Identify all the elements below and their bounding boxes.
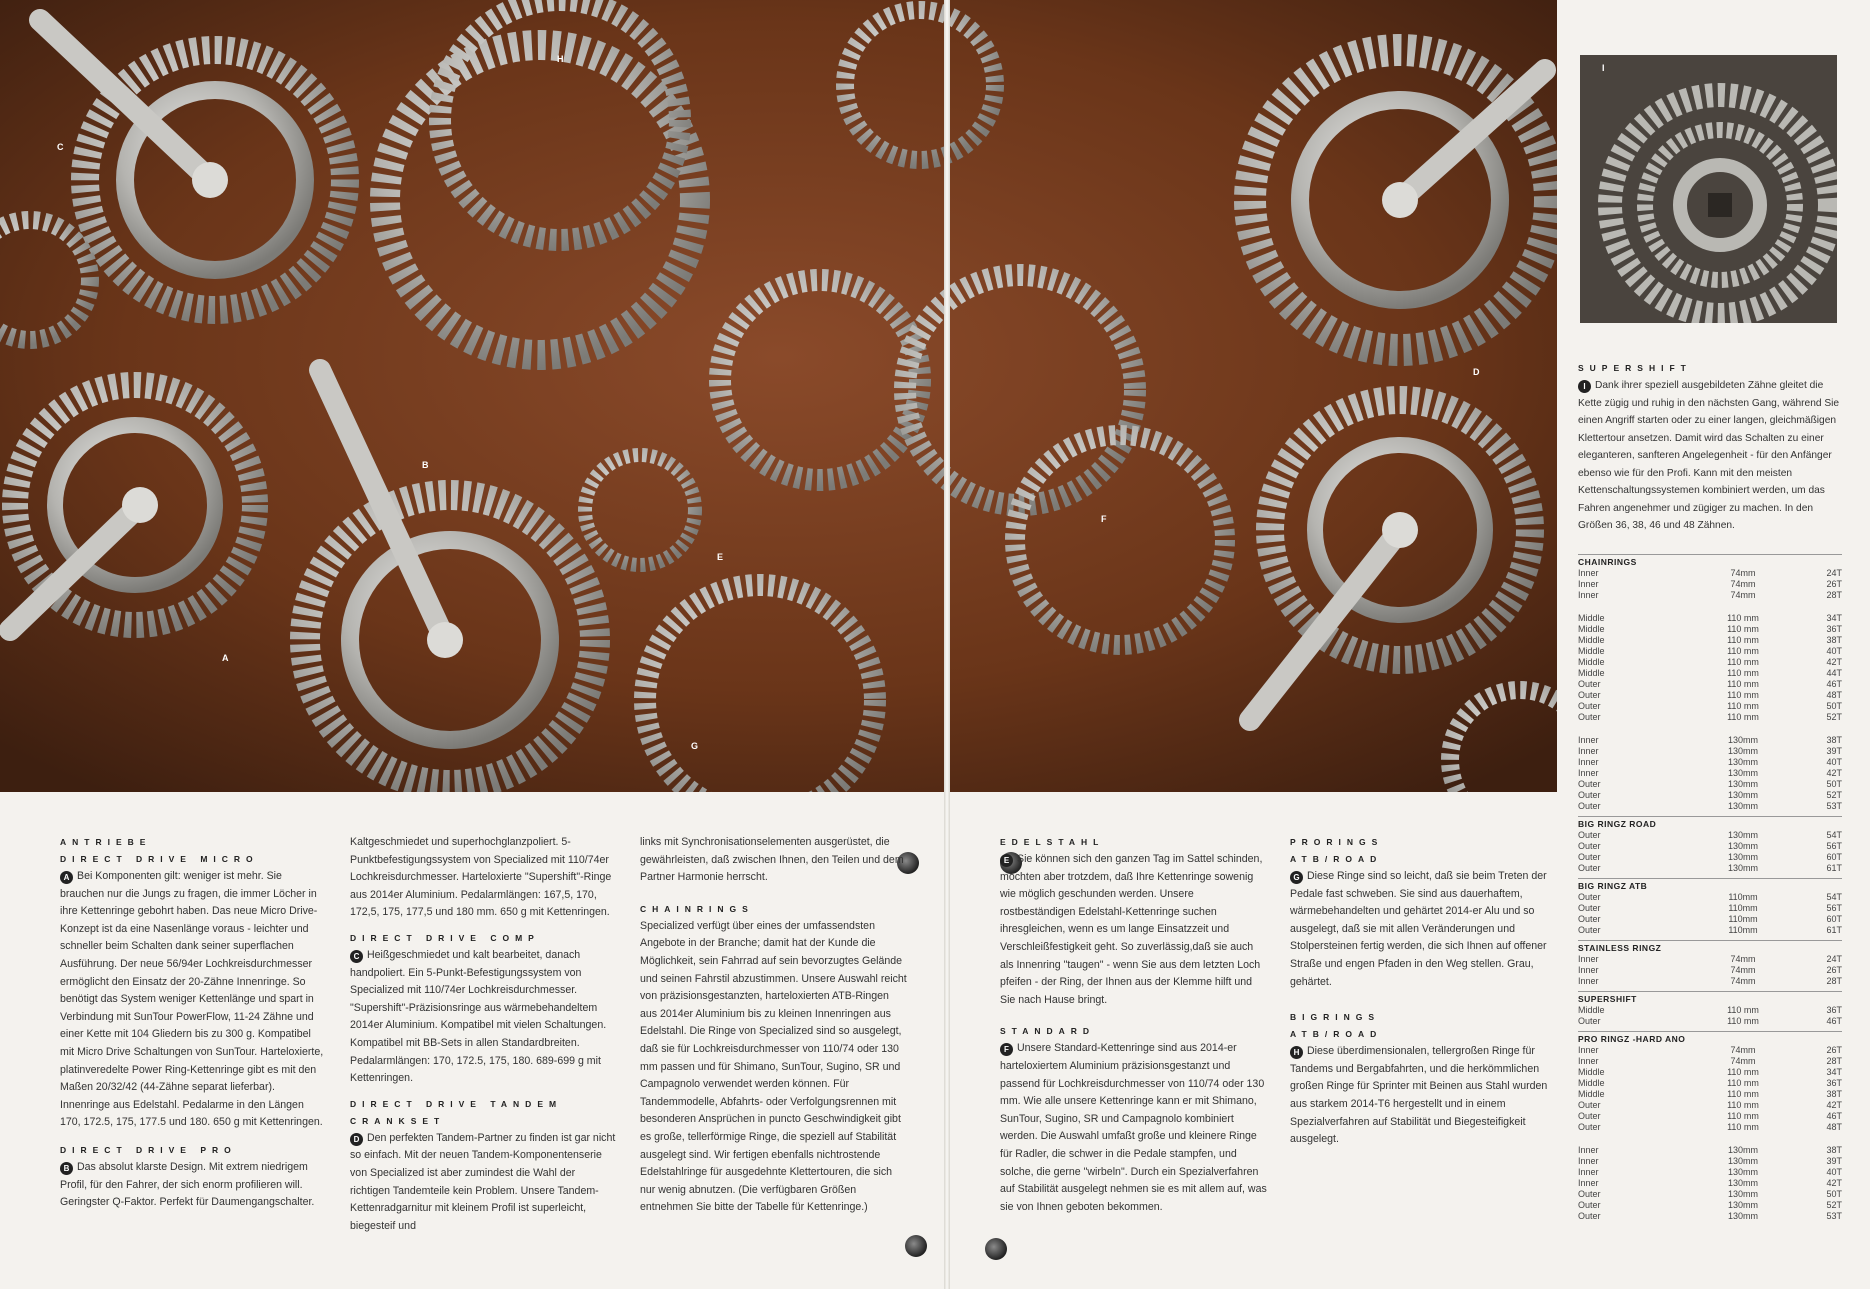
text-column-3 <box>640 834 908 1217</box>
table-row <box>1578 735 1842 746</box>
bcd-cell: 110 mm <box>1727 1067 1759 1077</box>
position-cell: Inner <box>1578 976 1599 986</box>
table-row <box>1578 668 1842 679</box>
teeth-cell: 50T <box>1826 701 1842 711</box>
position-cell: Inner <box>1578 1145 1599 1155</box>
paragraph-standard: F Unsere Standard-Kettenringe sind aus 2014-er harteloxiertem Aluminium präzisionsgestanzt und passend für Lochkreisdurchmesser von 110/74 oder 130 mm. Wie alle unsere Kettenringe kann er mit Shimano, SunTour, Sugino, SR und Campagnolo kombiniert werden. Die Auswahl umfaßt große und kleinere Ringe für Radler, die schwer in die Pedale stampfen, und solche, die gerne "wirbeln". Durch ein Spezialverfahren auf Stabilität ausgelegt nehmen sie es mit allem auf, was sie von Ihnen geboten bekommen. <box>1000 1042 1267 1213</box>
teeth-cell: 36T <box>1826 1005 1842 1015</box>
teeth-cell: 52T <box>1826 712 1842 722</box>
paragraph-prorings: G Diese Ringe sind so leicht, daß sie beim Treten der Pedale fast schweben. Sie sind aus dauerhaftem, wärmebehandelten und gehärtet 2014-er Alu und so ausgelegt, daß sie mit allen Veränderungen und Stolpersteinen fertig werden, die sich Ihnen auf offener Straße und engen Pfaden in den Weg stellen. Grau, gehärtet. <box>1290 870 1547 988</box>
section-heading-crankset: CRANKSET <box>350 1115 446 1126</box>
teeth-cell: 46T <box>1826 1111 1842 1121</box>
position-cell: Outer <box>1578 712 1601 722</box>
teeth-cell: 61T <box>1826 925 1842 935</box>
position-cell: Outer <box>1578 830 1601 840</box>
photo-label-i: I <box>1602 63 1605 73</box>
bcd-cell: 130mm <box>1727 801 1758 811</box>
teeth-cell: 53T <box>1826 1211 1842 1221</box>
teeth-cell: 34T <box>1826 613 1842 623</box>
position-cell: Inner <box>1578 735 1599 745</box>
table-row <box>1578 624 1842 635</box>
table-row <box>1578 892 1842 903</box>
bcd-cell: 130mm <box>1727 757 1758 767</box>
paragraph-tandem-continued: links mit Synchronisationselementen ausgerüstet, die gewährleisten, daß zwischen Ihnen, den Teilen und dem Partner Harmonie herrscht. <box>640 836 904 884</box>
table-row <box>1578 746 1842 757</box>
table-row <box>1578 635 1842 646</box>
bcd-cell: 110 mm <box>1727 1111 1759 1121</box>
section-heading-bigrings: BIGRINGS <box>1290 1012 1381 1023</box>
position-cell: Outer <box>1578 1122 1601 1132</box>
badge-i: I <box>1578 380 1591 393</box>
teeth-cell: 40T <box>1826 1167 1842 1177</box>
position-cell: Outer <box>1578 1100 1601 1110</box>
position-cell: Outer <box>1578 1211 1601 1221</box>
table-row <box>1578 779 1842 790</box>
chainring-spec-table <box>1578 550 1842 1222</box>
section-heading-direct-drive-tandem: DIRECT DRIVE TANDEM <box>350 1098 563 1109</box>
position-cell: Inner <box>1578 746 1599 756</box>
table-row <box>1578 1211 1842 1222</box>
bcd-cell: 74mm <box>1730 1045 1756 1055</box>
bcd-cell: 74mm <box>1730 579 1756 589</box>
paragraph-supershift: I Dank ihrer speziell ausgebildeten Zähne gleitet die Kette zügig und ruhig in den nächsten Gang, während Sie einen Angriff starten oder zu einer langen, gleichmäßigen Klettertour ansetzen. Damit wird das Schalten zu einer eleganteren, sanfteren Angelegenheit - für den Anfänger ebenso wie für den Profi. Kann mit den meisten Kettenschaltungssystemen kombiniert werden, um das Fahren angenehmer und zügiger zu machen. In den Größen 36, 38, 46 und 48 Zähnen. <box>1578 380 1840 531</box>
section-heading-chainrings: CHAINRINGS <box>640 903 754 914</box>
teeth-cell: 38T <box>1826 635 1842 645</box>
table-section-title: STAINLESS RINGZ <box>1578 940 1842 954</box>
teeth-cell: 56T <box>1826 903 1842 913</box>
teeth-cell: 36T <box>1826 624 1842 634</box>
bcd-cell: 110 mm <box>1727 635 1759 645</box>
teeth-cell: 38T <box>1826 735 1842 745</box>
page-gutter <box>944 0 950 1289</box>
table-section-title: CHAINRINGS <box>1578 554 1842 568</box>
photo-label-h: H <box>557 54 564 64</box>
bcd-cell: 130mm <box>1727 735 1758 745</box>
teeth-cell: 60T <box>1826 852 1842 862</box>
table-row <box>1578 1189 1842 1200</box>
paragraph-direct-drive-pro: B Das absolut klarste Design. Mit extrem niedrigem Profil, für den Fahrer, der sich enorm profilieren will. Geringster Q-Faktor. Perfekt für Daumengangschalter. <box>60 1160 315 1209</box>
teeth-cell: 39T <box>1826 746 1842 756</box>
teeth-cell: 38T <box>1826 1145 1842 1155</box>
teeth-cell: 24T <box>1826 954 1842 964</box>
badge-f: F <box>1000 1043 1013 1056</box>
table-row <box>1578 579 1842 590</box>
supershift-photo <box>1580 55 1837 323</box>
bcd-cell: 110 mm <box>1727 646 1759 656</box>
bcd-cell: 130mm <box>1727 1200 1758 1210</box>
text-column-2 <box>350 834 618 1235</box>
position-cell: Outer <box>1578 790 1601 800</box>
teeth-cell: 24T <box>1826 568 1842 578</box>
section-heading-direct-drive-micro: DIRECT DRIVE MICRO <box>60 854 259 864</box>
supershift-illustration <box>1580 55 1837 323</box>
table-row <box>1578 1100 1842 1111</box>
table-row <box>1578 1089 1842 1100</box>
table-row <box>1578 679 1842 690</box>
position-cell: Middle <box>1578 613 1605 623</box>
position-cell: Middle <box>1578 1067 1605 1077</box>
bcd-cell: 130mm <box>1727 1189 1758 1199</box>
bcd-cell: 110 mm <box>1727 657 1759 667</box>
table-row <box>1578 801 1842 812</box>
teeth-cell: 39T <box>1826 1156 1842 1166</box>
teeth-cell: 26T <box>1826 965 1842 975</box>
section-heading-edelstahl: EDELSTAHL <box>1000 837 1105 847</box>
table-row <box>1578 590 1842 601</box>
position-cell: Inner <box>1578 590 1599 600</box>
table-row <box>1578 976 1842 987</box>
badge-a: A <box>60 871 73 884</box>
section-heading-direct-drive-pro: DIRECT DRIVE PRO <box>60 1144 237 1155</box>
photo-label-c: C <box>57 142 64 152</box>
table-row <box>1578 903 1842 914</box>
badge-c: C <box>350 950 363 963</box>
position-cell: Outer <box>1578 925 1601 935</box>
bcd-cell: 110mm <box>1728 914 1758 924</box>
bcd-cell: 130mm <box>1727 1156 1758 1166</box>
teeth-cell: 53T <box>1826 801 1842 811</box>
position-cell: Outer <box>1578 892 1601 902</box>
table-row <box>1578 954 1842 965</box>
badge-h: H <box>1290 1046 1303 1059</box>
table-row <box>1578 701 1842 712</box>
bcd-cell: 130mm <box>1727 863 1758 873</box>
position-cell: Outer <box>1578 1111 1601 1121</box>
position-cell: Inner <box>1578 757 1599 767</box>
section-heading-prorings-sub: ATB/ROAD <box>1290 854 1383 864</box>
bcd-cell: 110 mm <box>1727 1122 1759 1132</box>
teeth-cell: 48T <box>1826 1122 1842 1132</box>
bcd-cell: 130mm <box>1727 790 1758 800</box>
bcd-cell: 130mm <box>1727 768 1758 778</box>
photo-label-e: E <box>717 552 724 562</box>
table-row <box>1578 1056 1842 1067</box>
bcd-cell: 130mm <box>1727 830 1758 840</box>
table-row <box>1578 1200 1842 1211</box>
position-cell: Middle <box>1578 657 1605 667</box>
binder-hole <box>905 1235 927 1257</box>
teeth-cell: 42T <box>1826 768 1842 778</box>
bcd-cell: 110 mm <box>1727 1100 1759 1110</box>
teeth-cell: 42T <box>1826 1178 1842 1188</box>
paragraph-direct-drive-comp: C Heißgeschmiedet und kalt bearbeitet, danach handpoliert. Ein 5-Punkt-Befestigungssystem von Specialized mit 110/74er Lochkreisdurchmesser. "Supershift"-Präzisionsringe aus wärmebehandeltem 2014er Aluminium. Kompatibel mit vielen Schaltungen. Kompatibel mit BB-Sets in allen Standardbreiten. Pedalarmlängen: 170, 172.5, 175, 180. 689-699 g mit Kettenringen. <box>350 948 607 1085</box>
text-column-5 <box>1290 834 1560 1149</box>
text-column-4 <box>1000 834 1268 1216</box>
bcd-cell: 110 mm <box>1727 1078 1759 1088</box>
table-row <box>1578 1045 1842 1056</box>
teeth-cell: 36T <box>1826 1078 1842 1088</box>
position-cell: Middle <box>1578 1005 1605 1015</box>
teeth-cell: 54T <box>1826 830 1842 840</box>
teeth-cell: 52T <box>1826 790 1842 800</box>
teeth-cell: 48T <box>1826 690 1842 700</box>
position-cell: Inner <box>1578 1156 1599 1166</box>
table-row <box>1578 1016 1842 1027</box>
table-row <box>1578 1178 1842 1189</box>
teeth-cell: 26T <box>1826 579 1842 589</box>
teeth-cell: 46T <box>1826 679 1842 689</box>
table-row <box>1578 1156 1842 1167</box>
photo-label-g: G <box>691 741 699 751</box>
position-cell: Outer <box>1578 841 1601 851</box>
teeth-cell: 50T <box>1826 1189 1842 1199</box>
photo-label-b: B <box>422 460 429 470</box>
table-row <box>1578 863 1842 874</box>
bcd-cell: 110 mm <box>1727 613 1759 623</box>
section-heading-supershift: SUPERSHIFT <box>1578 363 1692 373</box>
position-cell: Middle <box>1578 1078 1605 1088</box>
position-cell: Outer <box>1578 701 1601 711</box>
teeth-cell: 38T <box>1826 1089 1842 1099</box>
position-cell: Inner <box>1578 579 1599 589</box>
table-row <box>1578 790 1842 801</box>
teeth-cell: 28T <box>1826 1056 1842 1066</box>
paragraph-chainrings: Specialized verfügt über eines der umfassendsten Angebote in der Branche; damit hat der Kunde die Möglichkeit, sein Fahrrad auf sein bevorzugtes Gelände und seinen Fahrstil abzustimmen. Unsere Auswahl reicht von präzisionsgestanzten, harteloxierten ATB-Ringen aus 2014er Aluminium bis zu kleinen Innenringen aus Edelstahl. Die Ringe von Specialized sind so ausgelegt, daß sie für Lochkreisdurchmesser von 110/74 oder 130 mm passen und für Shimano, SunTour, Sugino, SR und Campagnolo verwendet werden können. Für Tandemmodelle, Abfahrts- oder Verfolgungsrennen mit besonderen Ansprüchen in puncto Geschwindigkeit gibt es große, tellerförmige Ringe, die speziell auf Stabilität ausgelegt sind. Wir fertigen ebenfalls nichtrostende Edelstahlringe für ausgedehnte Klettertouren, die sich nur wenig abnutzen. (Die verfügbaren Größen entnehmen Sie bitte der Tabelle für Kettenringe.) <box>640 919 907 1214</box>
badge-g: G <box>1290 871 1303 884</box>
table-section-title: BIG RINGZ ATB <box>1578 878 1842 892</box>
teeth-cell: 40T <box>1826 757 1842 767</box>
table-section-title: SUPERSHIFT <box>1578 991 1842 1005</box>
bcd-cell: 110 mm <box>1727 1016 1759 1026</box>
position-cell: Inner <box>1578 954 1599 964</box>
section-heading-prorings: PRORINGS <box>1290 837 1384 847</box>
position-cell: Inner <box>1578 1167 1599 1177</box>
section-heading-standard: STANDARD <box>1000 1026 1096 1037</box>
paragraph-tandem: D Den perfekten Tandem-Partner zu finden ist gar nicht so einfach. Mit der neuen Tandem-Komponentenserie von Specialized ist aber zumindest die Wahl der richtigen Tandemteile kein Problem. Unsere Tandem-Kettenradgarnitur mit kleinem Profil ist superleicht, biegesteif und <box>350 1131 616 1232</box>
position-cell: Inner <box>1578 1178 1599 1188</box>
bcd-cell: 130mm <box>1727 841 1758 851</box>
teeth-cell: 56T <box>1826 841 1842 851</box>
teeth-cell: 40T <box>1826 646 1842 656</box>
teeth-cell: 26T <box>1826 1045 1842 1055</box>
bcd-cell: 130mm <box>1727 1145 1758 1155</box>
badge-e: E <box>1000 854 1013 867</box>
position-cell: Outer <box>1578 679 1601 689</box>
bcd-cell: 130mm <box>1727 779 1758 789</box>
position-cell: Outer <box>1578 801 1601 811</box>
teeth-cell: 34T <box>1826 1067 1842 1077</box>
position-cell: Middle <box>1578 624 1605 634</box>
bcd-cell: 110 mm <box>1727 624 1759 634</box>
table-row <box>1578 1122 1842 1133</box>
bcd-cell: 130mm <box>1727 852 1758 862</box>
position-cell: Middle <box>1578 1089 1605 1099</box>
paragraph-direct-drive-micro: A Bei Komponenten gilt: weniger ist mehr. Sie brauchen nur die Jungs zu fragen, die immer Löcher in ihre Kettenringe gebohrt haben. Das neue Micro Drive-Konzept ist da eine Nasenlänge voraus - leichter und schneller beim Schalten dank seiner superflachen Ausführung. Der neue 56/94er Lochkreisdurchmesser ermöglicht den Einsatz der 20-Zähne Innenringe. So benötigt das System weniger Kettenlänge und spart in Verbindung mit SunTour PowerFlow, 11-24 Zähne und einer Kette mit 104 Gliedern bis zu 300 g. Kompatibel mit Micro Drive Schaltungen von SunTour. Harteloxierte, platinveredelte Power Ring-Kettenringe gibt es mit den Maßen 20/32/42 (44-Zähne separat lieferbar). Innenringe aus Edelstahl. Pedalarme in den Längen 170, 172.5, 175, 177.5 und 180. 650 g mit Kettenringen. <box>60 870 324 1129</box>
table-row <box>1578 852 1842 863</box>
position-cell: Outer <box>1578 903 1601 913</box>
bcd-cell: 130mm <box>1727 1178 1758 1188</box>
section-heading-bigrings-sub: ATB/ROAD <box>1290 1029 1383 1040</box>
teeth-cell: 54T <box>1826 892 1842 902</box>
table-row <box>1578 925 1842 936</box>
bcd-cell: 74mm <box>1730 568 1756 578</box>
section-heading-direct-drive-comp: DIRECT DRIVE COMP <box>350 932 540 943</box>
table-row <box>1578 613 1842 624</box>
text-column-6 <box>1578 360 1842 535</box>
teeth-cell: 61T <box>1826 863 1842 873</box>
bcd-cell: 110 mm <box>1727 701 1759 711</box>
table-row <box>1578 965 1842 976</box>
bcd-cell: 74mm <box>1730 976 1756 986</box>
table-row <box>1578 757 1842 768</box>
photo-label-a: A <box>222 653 229 663</box>
position-cell: Inner <box>1578 965 1599 975</box>
teeth-cell: 28T <box>1826 590 1842 600</box>
table-row <box>1578 914 1842 925</box>
teeth-cell: 28T <box>1826 976 1842 986</box>
position-cell: Outer <box>1578 1016 1601 1026</box>
table-section-title: PRO RINGZ -HARD ANO <box>1578 1031 1842 1045</box>
table-row <box>1578 712 1842 723</box>
section-heading-antriebe: ANTRIEBE <box>60 837 152 847</box>
bcd-cell: 110mm <box>1728 925 1758 935</box>
table-row <box>1578 1078 1842 1089</box>
bcd-cell: 74mm <box>1730 590 1756 600</box>
bcd-cell: 110mm <box>1728 892 1758 902</box>
text-column-1 <box>60 834 325 1212</box>
table-row <box>1578 768 1842 779</box>
paragraph-bigrings: H Diese überdimensionalen, tellergroßen Ringe für Tandems und Bergabfahrten, und die herkömmlichen großen Ringe für Sprinter mit Beinen aus Stahl wurden aus starkem 2014-T6 hergestellt und in einem Spezialverfahren auf Stabilität und Biegesteifigkeit ausgelegt. <box>1290 1045 1548 1146</box>
bcd-cell: 110 mm <box>1727 690 1759 700</box>
bcd-cell: 110 mm <box>1727 668 1759 678</box>
binder-hole <box>985 1238 1007 1260</box>
teeth-cell: 50T <box>1826 779 1842 789</box>
bcd-cell: 74mm <box>1730 1056 1756 1066</box>
badge-d: D <box>350 1133 363 1146</box>
table-row <box>1578 1111 1842 1122</box>
position-cell: Inner <box>1578 768 1599 778</box>
table-row <box>1578 568 1842 579</box>
position-cell: Inner <box>1578 1045 1599 1055</box>
position-cell: Inner <box>1578 1056 1599 1066</box>
position-cell: Middle <box>1578 635 1605 645</box>
bcd-cell: 110mm <box>1728 903 1758 913</box>
bcd-cell: 130mm <box>1727 1167 1758 1177</box>
teeth-cell: 60T <box>1826 914 1842 924</box>
position-cell: Outer <box>1578 914 1601 924</box>
table-row <box>1578 690 1842 701</box>
badge-b: B <box>60 1162 73 1175</box>
position-cell: Outer <box>1578 690 1601 700</box>
table-row <box>1578 1145 1842 1156</box>
photo-label-f: F <box>1101 514 1107 524</box>
teeth-cell: 42T <box>1826 1100 1842 1110</box>
bcd-cell: 74mm <box>1730 954 1756 964</box>
table-row <box>1578 1167 1842 1178</box>
paragraph-edelstahl: E Sie können sich den ganzen Tag im Sattel schinden, möchten aber trotzdem, daß Ihre Kettenringe sowenig wie möglich geschunden werden. Unsere rostbeständigen Edelstahl-Kettenringe suchen ihresgleichen, wenn es um lange Einsatzzeit und Verschleißfestigkeit geht. So zuverlässig,daß sie auch als Innenring "taugen" - wenn Sie aus dem letzten Loch pfeifen - der Ring, der Ihnen aus der Klemme hilft und Sie nach Hause bringt. <box>1000 853 1263 1006</box>
paragraph-pro-continued: Kaltgeschmiedet und superhochglanzpoliert. 5-Punktbefestigungssystem von Specialized mit 110/74er Lochkreisdurchmesser. Harteloxierte "Supershift"-Ringe aus 2014er Aluminium. Pedalarmlängen: 167,5, 170, 172,5, 175, 177,5 und 180 mm. 650 g mit Kettenringen. <box>350 836 612 919</box>
table-row <box>1578 646 1842 657</box>
bcd-cell: 130mm <box>1727 746 1758 756</box>
position-cell: Outer <box>1578 863 1601 873</box>
position-cell: Outer <box>1578 1200 1601 1210</box>
position-cell: Outer <box>1578 852 1601 862</box>
bcd-cell: 110 mm <box>1727 712 1759 722</box>
bcd-cell: 130mm <box>1727 1211 1758 1221</box>
teeth-cell: 44T <box>1826 668 1842 678</box>
teeth-cell: 42T <box>1826 657 1842 667</box>
table-row <box>1578 657 1842 668</box>
teeth-cell: 52T <box>1826 1200 1842 1210</box>
position-cell: Middle <box>1578 646 1605 656</box>
teeth-cell: 46T <box>1826 1016 1842 1026</box>
table-row <box>1578 1005 1842 1016</box>
bcd-cell: 110 mm <box>1727 1005 1759 1015</box>
position-cell: Middle <box>1578 668 1605 678</box>
position-cell: Outer <box>1578 779 1601 789</box>
table-section-title: BIG RINGZ ROAD <box>1578 816 1842 830</box>
table-row <box>1578 830 1842 841</box>
bcd-cell: 110 mm <box>1727 679 1759 689</box>
table-row <box>1578 1067 1842 1078</box>
bcd-cell: 110 mm <box>1727 1089 1759 1099</box>
photo-label-d: D <box>1473 367 1480 377</box>
table-row <box>1578 841 1842 852</box>
position-cell: Outer <box>1578 1189 1601 1199</box>
bcd-cell: 74mm <box>1730 965 1756 975</box>
position-cell: Inner <box>1578 568 1599 578</box>
